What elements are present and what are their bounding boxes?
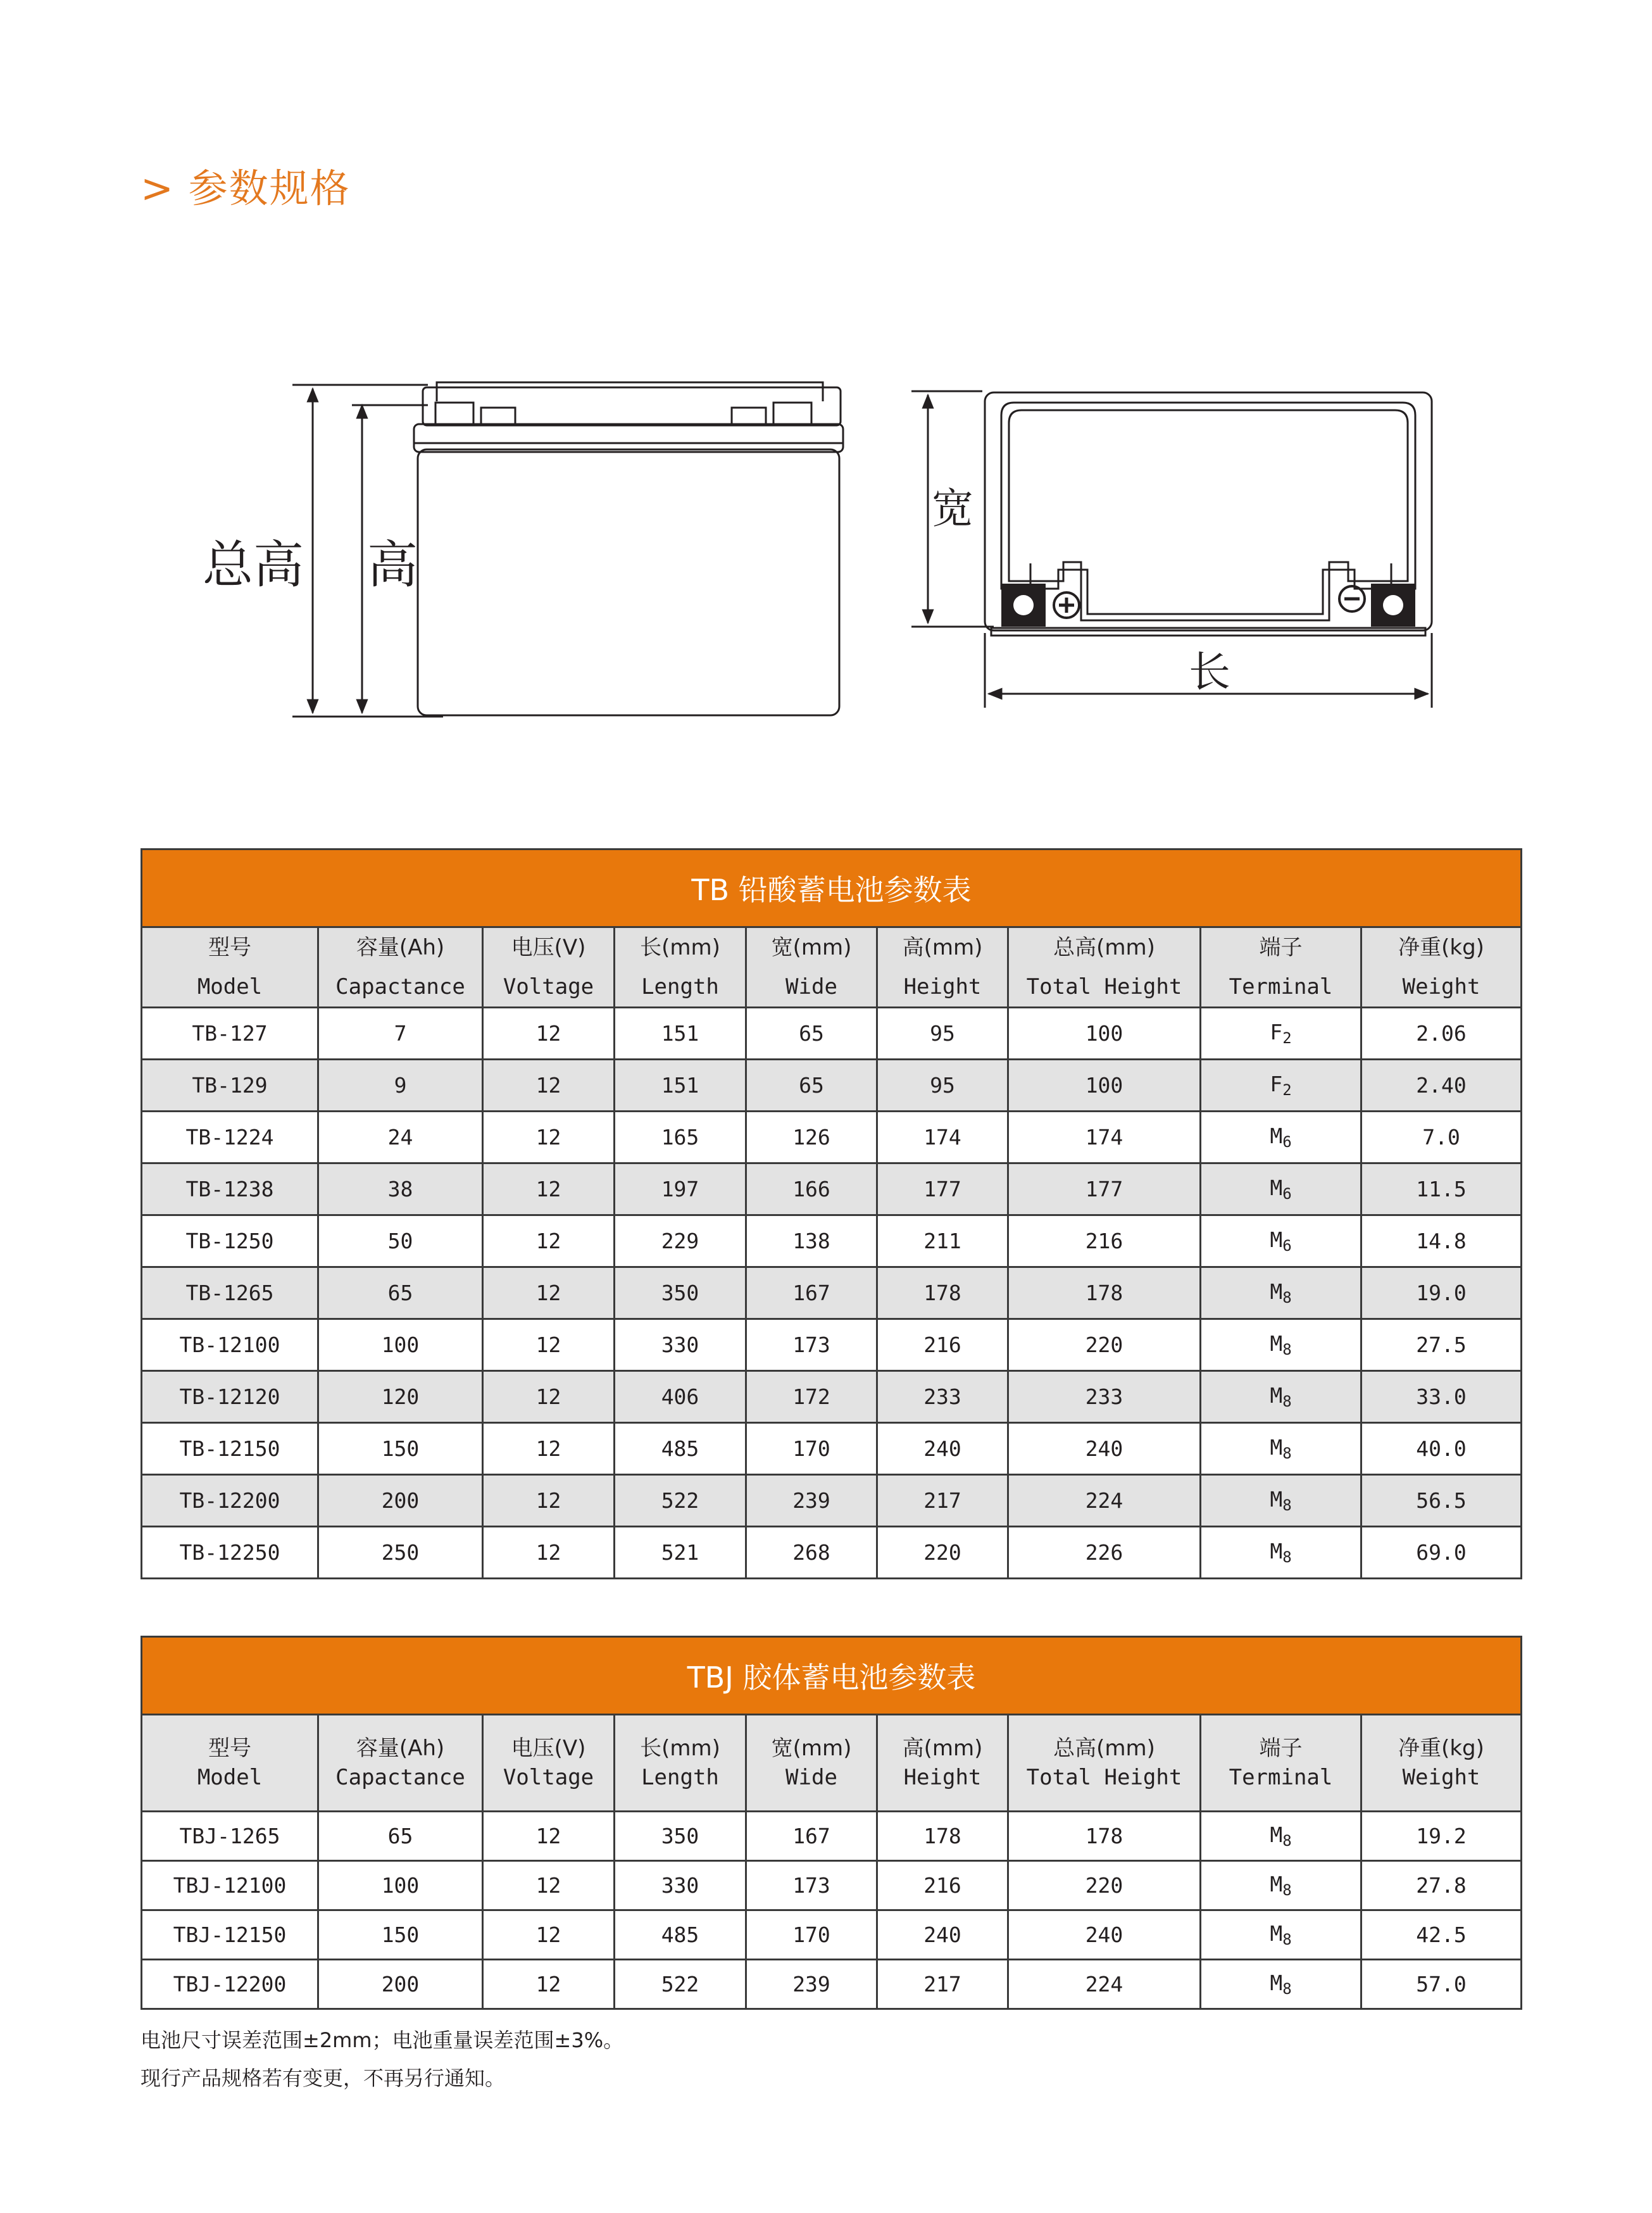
cell-weight: 7.0 (1361, 1112, 1522, 1163)
cell-height: 217 (877, 1960, 1008, 2009)
cell-capacity: 150 (318, 1910, 483, 1960)
terminal-size: 2 (1282, 1081, 1292, 1099)
tb-table-title: TB 铅酸蓄电池参数表 (142, 849, 1522, 927)
terminal-size: 6 (1282, 1237, 1292, 1255)
cell-height: 216 (877, 1861, 1008, 1910)
terminal-size: 8 (1282, 1548, 1292, 1566)
col-header: 宽(mm) Wide (746, 927, 877, 1008)
cell-voltage: 12 (483, 1060, 615, 1112)
cell-wide: 173 (746, 1319, 877, 1371)
cell-capacity: 100 (318, 1319, 483, 1371)
terminal-type: M (1270, 1383, 1283, 1408)
cell-terminal (1201, 1371, 1361, 1423)
terminal-size: 2 (1282, 1029, 1292, 1047)
cell-terminal (1201, 1267, 1361, 1319)
table-row (142, 1215, 1522, 1267)
cell-weight: 14.8 (1361, 1215, 1522, 1267)
terminal-size: 8 (1282, 1289, 1292, 1307)
cell-terminal (1201, 1215, 1361, 1267)
col-header: 容量(Ah) Capactance (318, 1715, 483, 1812)
cell-wide: 170 (746, 1423, 877, 1475)
cell-model: TBJ-1265 (142, 1812, 318, 1861)
cell-wide: 239 (746, 1475, 877, 1527)
cell-length: 330 (615, 1319, 746, 1371)
cell-weight: 19.2 (1361, 1812, 1522, 1861)
cell-wide: 126 (746, 1112, 877, 1163)
cell-wide: 173 (746, 1861, 877, 1910)
cell-capacity: 200 (318, 1960, 483, 2009)
cell-total-height: 226 (1008, 1527, 1201, 1579)
cell-voltage: 12 (483, 1960, 615, 2009)
cell-model: TB-12100 (142, 1319, 318, 1371)
cell-weight: 27.8 (1361, 1861, 1522, 1910)
table-row (142, 1371, 1522, 1423)
cell-terminal (1201, 1112, 1361, 1163)
cell-weight: 2.06 (1361, 1008, 1522, 1060)
cell-model: TB-1224 (142, 1112, 318, 1163)
terminal-size: 6 (1282, 1133, 1292, 1151)
cell-weight: 11.5 (1361, 1163, 1522, 1215)
cell-capacity: 120 (318, 1371, 483, 1423)
col-header: 总高(mm) Total Height (1008, 1715, 1201, 1812)
cell-model: TB-1250 (142, 1215, 318, 1267)
cell-total-height: 100 (1008, 1060, 1201, 1112)
cell-voltage: 12 (483, 1008, 615, 1060)
cell-total-height: 178 (1008, 1267, 1201, 1319)
tbj-spec-table (141, 1636, 1522, 2010)
cell-model: TB-129 (142, 1060, 318, 1112)
cell-capacity: 7 (318, 1008, 483, 1060)
section-title: > 参数规格 (141, 165, 351, 211)
cell-height: 178 (877, 1812, 1008, 1861)
tb-header-row (142, 927, 1522, 1008)
cell-weight: 2.40 (1361, 1060, 1522, 1112)
cell-length: 330 (615, 1861, 746, 1910)
cell-model: TB-12150 (142, 1423, 318, 1475)
cell-terminal (1201, 1475, 1361, 1527)
cell-capacity: 150 (318, 1423, 483, 1475)
cell-weight: 40.0 (1361, 1423, 1522, 1475)
terminal-type: M (1270, 1822, 1283, 1847)
col-header: 端子 Terminal (1201, 1715, 1361, 1812)
table-row (142, 1475, 1522, 1527)
col-header: 宽(mm) Wide (746, 1715, 877, 1812)
battery-dimension-drawing (0, 0, 1652, 760)
terminal-type: M (1270, 1227, 1283, 1252)
terminal-type: M (1270, 1971, 1283, 1995)
cell-length: 151 (615, 1008, 746, 1060)
label-height: 高 (367, 536, 418, 594)
table-row (142, 1060, 1522, 1112)
terminal-size: 8 (1282, 1393, 1292, 1410)
cell-capacity: 250 (318, 1527, 483, 1579)
cell-capacity: 24 (318, 1112, 483, 1163)
cell-length: 165 (615, 1112, 746, 1163)
cell-capacity: 9 (318, 1060, 483, 1112)
table-row (142, 1960, 1522, 2009)
cell-terminal (1201, 1319, 1361, 1371)
terminal-type: M (1270, 1435, 1283, 1460)
cell-length: 151 (615, 1060, 746, 1112)
table-row (142, 1163, 1522, 1215)
col-header: 净重(kg) Weight (1361, 1715, 1522, 1812)
col-header: 高(mm) Height (877, 1715, 1008, 1812)
col-header: 长(mm) Length (615, 1715, 746, 1812)
tbj-header-row (142, 1715, 1522, 1812)
cell-height: 174 (877, 1112, 1008, 1163)
cell-terminal (1201, 1527, 1361, 1579)
cell-capacity: 100 (318, 1861, 483, 1910)
table-row (142, 1812, 1522, 1861)
col-header: 容量(Ah) Capactance (318, 927, 483, 1008)
cell-model: TBJ-12150 (142, 1910, 318, 1960)
cell-model: TB-1238 (142, 1163, 318, 1215)
cell-terminal (1201, 1861, 1361, 1910)
col-header: 电压(V) Voltage (483, 1715, 615, 1812)
col-header: 电压(V) Voltage (483, 927, 615, 1008)
cell-total-height: 233 (1008, 1371, 1201, 1423)
terminal-type: M (1270, 1487, 1283, 1512)
cell-voltage: 12 (483, 1371, 615, 1423)
cell-capacity: 38 (318, 1163, 483, 1215)
cell-model: TB-1265 (142, 1267, 318, 1319)
tb-spec-table (141, 848, 1522, 1579)
terminal-size: 8 (1282, 1496, 1292, 1514)
note-spec-change: 现行产品规格若有变更，不再另行通知。 (141, 2066, 506, 2090)
cell-voltage: 12 (483, 1112, 615, 1163)
terminal-size: 8 (1282, 1445, 1292, 1462)
cell-length: 485 (615, 1910, 746, 1960)
terminal-type: M (1270, 1331, 1283, 1356)
table-row (142, 1008, 1522, 1060)
cell-terminal (1201, 1163, 1361, 1215)
terminal-size: 8 (1282, 1931, 1292, 1948)
cell-voltage: 12 (483, 1910, 615, 1960)
cell-weight: 19.0 (1361, 1267, 1522, 1319)
cell-wide: 167 (746, 1812, 877, 1861)
cell-voltage: 12 (483, 1267, 615, 1319)
cell-length: 522 (615, 1960, 746, 2009)
cell-length: 229 (615, 1215, 746, 1267)
tbj-table-body (142, 1812, 1522, 2009)
terminal-size: 8 (1282, 1980, 1292, 1998)
table-row (142, 1267, 1522, 1319)
table-row (142, 1423, 1522, 1475)
table-row (142, 1527, 1522, 1579)
cell-terminal (1201, 1812, 1361, 1861)
cell-height: 220 (877, 1527, 1008, 1579)
cell-wide: 170 (746, 1910, 877, 1960)
col-header: 长(mm) Length (615, 927, 746, 1008)
cell-height: 240 (877, 1910, 1008, 1960)
cell-model: TB-12120 (142, 1371, 318, 1423)
terminal-size: 8 (1282, 1881, 1292, 1899)
cell-height: 240 (877, 1423, 1008, 1475)
cell-capacity: 65 (318, 1812, 483, 1861)
terminal-type: M (1270, 1872, 1283, 1896)
cell-voltage: 12 (483, 1423, 615, 1475)
cell-total-height: 216 (1008, 1215, 1201, 1267)
cell-voltage: 12 (483, 1527, 615, 1579)
terminal-type: M (1270, 1279, 1283, 1304)
label-total-height: 总高 (203, 536, 304, 594)
tbj-table-title: TBJ 胶体蓄电池参数表 (142, 1637, 1522, 1715)
cell-wide: 138 (746, 1215, 877, 1267)
cell-length: 521 (615, 1527, 746, 1579)
table-row (142, 1910, 1522, 1960)
cell-length: 197 (615, 1163, 746, 1215)
cell-wide: 268 (746, 1527, 877, 1579)
cell-voltage: 12 (483, 1861, 615, 1910)
cell-weight: 69.0 (1361, 1527, 1522, 1579)
terminal-type: M (1270, 1921, 1283, 1946)
cell-height: 211 (877, 1215, 1008, 1267)
table-row (142, 1861, 1522, 1910)
cell-terminal (1201, 1423, 1361, 1475)
cell-capacity: 50 (318, 1215, 483, 1267)
col-header: 端子 Terminal (1201, 927, 1361, 1008)
cell-total-height: 178 (1008, 1812, 1201, 1861)
cell-total-height: 224 (1008, 1960, 1201, 2009)
col-header: 高(mm) Height (877, 927, 1008, 1008)
terminal-type: F (1270, 1020, 1283, 1044)
cell-voltage: 12 (483, 1812, 615, 1861)
cell-wide: 239 (746, 1960, 877, 2009)
cell-height: 216 (877, 1319, 1008, 1371)
cell-height: 217 (877, 1475, 1008, 1527)
col-header: 总高(mm) Total Height (1008, 927, 1201, 1008)
cell-length: 406 (615, 1371, 746, 1423)
cell-weight: 57.0 (1361, 1960, 1522, 2009)
tb-table-body (142, 1008, 1522, 1579)
cell-total-height: 177 (1008, 1163, 1201, 1215)
terminal-type: F (1270, 1072, 1283, 1096)
col-header: 型号 Model (142, 1715, 318, 1812)
cell-terminal (1201, 1910, 1361, 1960)
cell-capacity: 65 (318, 1267, 483, 1319)
cell-wide: 172 (746, 1371, 877, 1423)
table-row (142, 1112, 1522, 1163)
cell-height: 177 (877, 1163, 1008, 1215)
cell-total-height: 240 (1008, 1423, 1201, 1475)
cell-model: TBJ-12100 (142, 1861, 318, 1910)
cell-height: 233 (877, 1371, 1008, 1423)
note-tolerance: 电池尺寸误差范围±2mm；电池重量误差范围±3%。 (141, 2028, 624, 2052)
cell-voltage: 12 (483, 1215, 615, 1267)
cell-total-height: 100 (1008, 1008, 1201, 1060)
cell-total-height: 220 (1008, 1319, 1201, 1371)
cell-height: 178 (877, 1267, 1008, 1319)
cell-length: 522 (615, 1475, 746, 1527)
battery-side-view (414, 382, 843, 715)
cell-model: TB-127 (142, 1008, 318, 1060)
col-header: 净重(kg) Weight (1361, 927, 1522, 1008)
cell-voltage: 12 (483, 1475, 615, 1527)
cell-total-height: 224 (1008, 1475, 1201, 1527)
cell-wide: 65 (746, 1008, 877, 1060)
cell-height: 95 (877, 1008, 1008, 1060)
col-header: 型号 Model (142, 927, 318, 1008)
cell-voltage: 12 (483, 1319, 615, 1371)
cell-length: 485 (615, 1423, 746, 1475)
terminal-type: M (1270, 1539, 1283, 1564)
cell-terminal (1201, 1008, 1361, 1060)
cell-weight: 42.5 (1361, 1910, 1522, 1960)
label-length: 长 (1189, 648, 1230, 696)
cell-weight: 56.5 (1361, 1475, 1522, 1527)
cell-total-height: 174 (1008, 1112, 1201, 1163)
cell-model: TB-12200 (142, 1475, 318, 1527)
cell-capacity: 200 (318, 1475, 483, 1527)
cell-length: 350 (615, 1812, 746, 1861)
cell-voltage: 12 (483, 1163, 615, 1215)
cell-weight: 33.0 (1361, 1371, 1522, 1423)
cell-model: TBJ-12200 (142, 1960, 318, 2009)
terminal-size: 8 (1282, 1341, 1292, 1358)
terminal-size: 6 (1282, 1185, 1292, 1203)
cell-terminal (1201, 1060, 1361, 1112)
cell-height: 95 (877, 1060, 1008, 1112)
label-width: 宽 (932, 484, 973, 533)
cell-weight: 27.5 (1361, 1319, 1522, 1371)
terminal-size: 8 (1282, 1832, 1292, 1850)
table-row (142, 1319, 1522, 1371)
cell-total-height: 220 (1008, 1861, 1201, 1910)
cell-wide: 65 (746, 1060, 877, 1112)
cell-wide: 167 (746, 1267, 877, 1319)
terminal-type: M (1270, 1124, 1283, 1148)
cell-wide: 166 (746, 1163, 877, 1215)
cell-terminal (1201, 1960, 1361, 2009)
cell-total-height: 240 (1008, 1910, 1201, 1960)
terminal-type: M (1270, 1175, 1283, 1200)
cell-model: TB-12250 (142, 1527, 318, 1579)
cell-length: 350 (615, 1267, 746, 1319)
